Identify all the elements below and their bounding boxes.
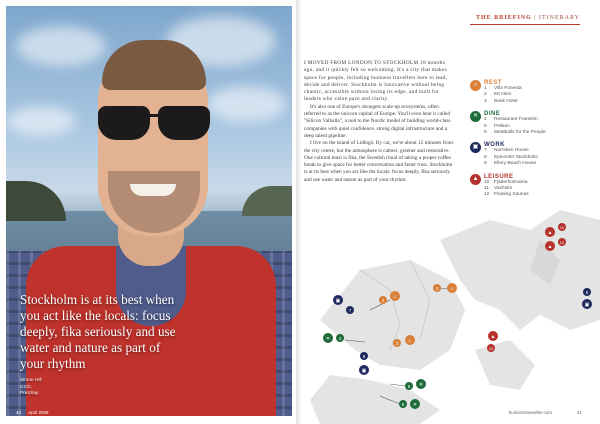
legend-title: REST [484,80,503,86]
sunglasses-bridge [148,114,160,117]
itinerary-legend [470,80,590,205]
sunglasses-lens [158,106,210,140]
legend-item: 8 Epicenter Stockholm [484,154,538,160]
page-number: 41 [576,410,582,415]
cloud [206,86,286,122]
cloud [6,106,76,136]
legend-item: 12 Floating Saunas [484,192,529,198]
svg-text:▣: ▣ [335,298,341,304]
legend-item: 11 Vaxholm [484,186,513,192]
map-landmass [320,260,465,370]
folio-site: businesstraveller.com [508,410,552,415]
article-paragraph: I live on the island of Lidingö. By car, we're about 12 minutes from the city centre, but the atmosphere is calmer, greener and restorative. One cultural must is fika, the Swedish ritual of taking a proper coffee break to give space for better conversation and faster trust. Stockholm is at its best when you act like the locals: focus deeply, fika seriously and use water and nature as part of your rhythm. [304,140,453,183]
credit-name: Simon Hill [20,378,42,383]
svg-text:9: 9 [585,290,589,295]
article-body [304,60,456,184]
svg-text:▲: ▲ [547,230,553,236]
cloud [16,26,106,66]
header-rule [470,24,580,25]
svg-text:⌂: ⌂ [450,286,454,292]
svg-text:6: 6 [407,384,411,389]
svg-text:7: 7 [348,308,352,313]
legend-item: 3 Bank Hotel [484,98,518,104]
svg-text:8: 8 [362,354,366,359]
legend-item: 2 Ett Hem [484,92,512,98]
stockholm-map [300,200,600,424]
map-landmass [475,340,535,390]
rocky-shore [6,181,66,221]
svg-text:⌂: ⌂ [393,294,397,300]
photo-credit [20,378,42,398]
legend-group-dine [470,111,590,136]
map-marker[interactable] [379,296,387,304]
legend-item: 9 Ellery Beach House [484,161,537,167]
legend-item: 10 Fjäderholmarna [484,179,528,185]
svg-text:✕: ✕ [325,336,331,342]
boat-icon: ▲ [470,174,481,185]
pull-quote: Stockholm is at its best when you act like the locals: focus deeply, fika seriously and use water and nature as part of your rhythm [20,292,176,371]
issue-date: April 2026 [28,410,49,415]
cutlery-icon: ✕ [470,111,481,122]
sunglasses [94,106,214,142]
svg-text:1: 1 [435,286,439,291]
svg-text:✕: ✕ [418,382,424,388]
map-marker[interactable] [359,352,369,375]
page-number: 40 [16,410,22,415]
legend-group-work [470,142,590,167]
svg-text:4: 4 [338,336,342,341]
legend-group-rest [470,80,590,105]
section-name: ITINERARY [539,15,580,21]
svg-text:10: 10 [488,346,494,351]
credit-company: Prezzlay [20,391,39,396]
legend-title: LEISURE [484,173,514,180]
legend-item: 5 Pelikan [484,123,510,129]
svg-text:2: 2 [381,298,385,303]
article-paragraph: I MOVED FROM LONDON TO STOCKHOLM 18 months ago, and it quickly felt so welcoming. It's a city that makes space for people, including business travellers here to lead, decide and deliver. Stockholm is innovative without being chaotic, accessible without losing its edge, and built for leaders who value pace and clarity. [304,60,448,103]
legend-item: 7 Norrsken House [484,148,529,154]
svg-text:11: 11 [559,225,565,230]
svg-text:5: 5 [401,402,405,407]
briefcase-icon: ▣ [470,142,481,153]
rocky-shore [242,186,292,216]
svg-text:⌂: ⌂ [408,338,412,344]
legend-group-leisure [470,174,590,199]
legend-item: 1 Villa Fonesta [484,86,522,91]
svg-text:✕: ✕ [412,402,418,408]
section-header [476,15,580,21]
legend-title: WORK [484,142,505,149]
svg-text:▲: ▲ [490,334,496,340]
section-divider: | [534,15,537,21]
credit-role: CCO, [20,384,32,390]
svg-text:▲: ▲ [547,244,553,250]
article-paragraph: It's also one of Europe's strongest scale-up ecosystems, often referred to as the unicorn capital of Europe. You'll even hear it called "Silicon Valhalla", a nod to the Nordic model of building world-class companies with quiet confidence, strong digital infrastructure and a deep talent pipeline. [304,103,451,139]
legend-item: 6 Meatballs for the People [484,130,546,136]
svg-text:12: 12 [559,240,565,245]
folio-left [16,410,49,415]
section-title: THE BRIEFING [475,15,532,21]
legend-title: DINE [484,111,501,118]
svg-text:▣: ▣ [361,368,367,374]
bed-icon: ⌂ [470,80,481,91]
sunglasses-lens [98,106,150,140]
legend-item: 4 Restaurant Frantzén [484,117,538,123]
svg-text:3: 3 [395,341,399,346]
svg-text:▣: ▣ [584,302,590,308]
smile [130,184,176,196]
